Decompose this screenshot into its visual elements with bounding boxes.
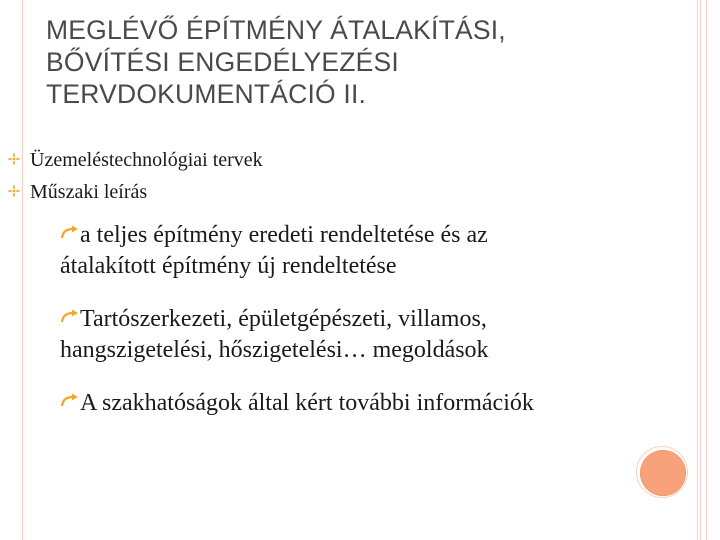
sub-bullet-item xyxy=(60,303,680,366)
bullet-item xyxy=(30,148,263,172)
slide-title xyxy=(46,14,676,110)
curved-arrow-icon xyxy=(60,387,79,403)
sub-bullet-text: A szakhatóságok által kért további információk xyxy=(80,390,534,416)
sub-bullet-item xyxy=(60,219,680,282)
title-line-1: MEGLÉVŐ ÉPÍTMÉNY ÁTALAKÍTÁSI, xyxy=(46,15,506,45)
bullet-text: Műszaki leírás xyxy=(30,181,148,203)
sub-bullet-continuation: átalakított építmény új rendeltetése xyxy=(60,253,397,279)
sub-bullet-text: a teljes építmény eredeti rendeltetése és az xyxy=(80,222,488,248)
title-line-3: TERVDOKUMENTÁCIÓ II. xyxy=(46,79,367,109)
frame-line-left xyxy=(22,0,23,540)
bullet-text: Üzemeléstechnológiai tervek xyxy=(30,149,263,171)
sub-bullet-item xyxy=(60,387,680,419)
sub-bullet-text: Tartószerkezeti, épületgépészeti, villamos, xyxy=(80,306,487,332)
frame-line-right xyxy=(697,0,698,540)
sub-bullet-continuation: hangszigetelési, hőszigetelési… megoldások xyxy=(60,337,489,363)
bullet-item xyxy=(30,180,147,204)
four-point-star-icon xyxy=(6,151,22,167)
frame-line-right xyxy=(706,0,707,540)
decorative-circle xyxy=(640,450,686,496)
curved-arrow-icon xyxy=(60,303,79,319)
title-line-2: BŐVÍTÉSI ENGEDÉLYEZÉSI xyxy=(46,47,399,77)
frame-line-right xyxy=(700,0,701,540)
curved-arrow-icon xyxy=(60,219,79,235)
four-point-star-icon xyxy=(6,183,22,199)
